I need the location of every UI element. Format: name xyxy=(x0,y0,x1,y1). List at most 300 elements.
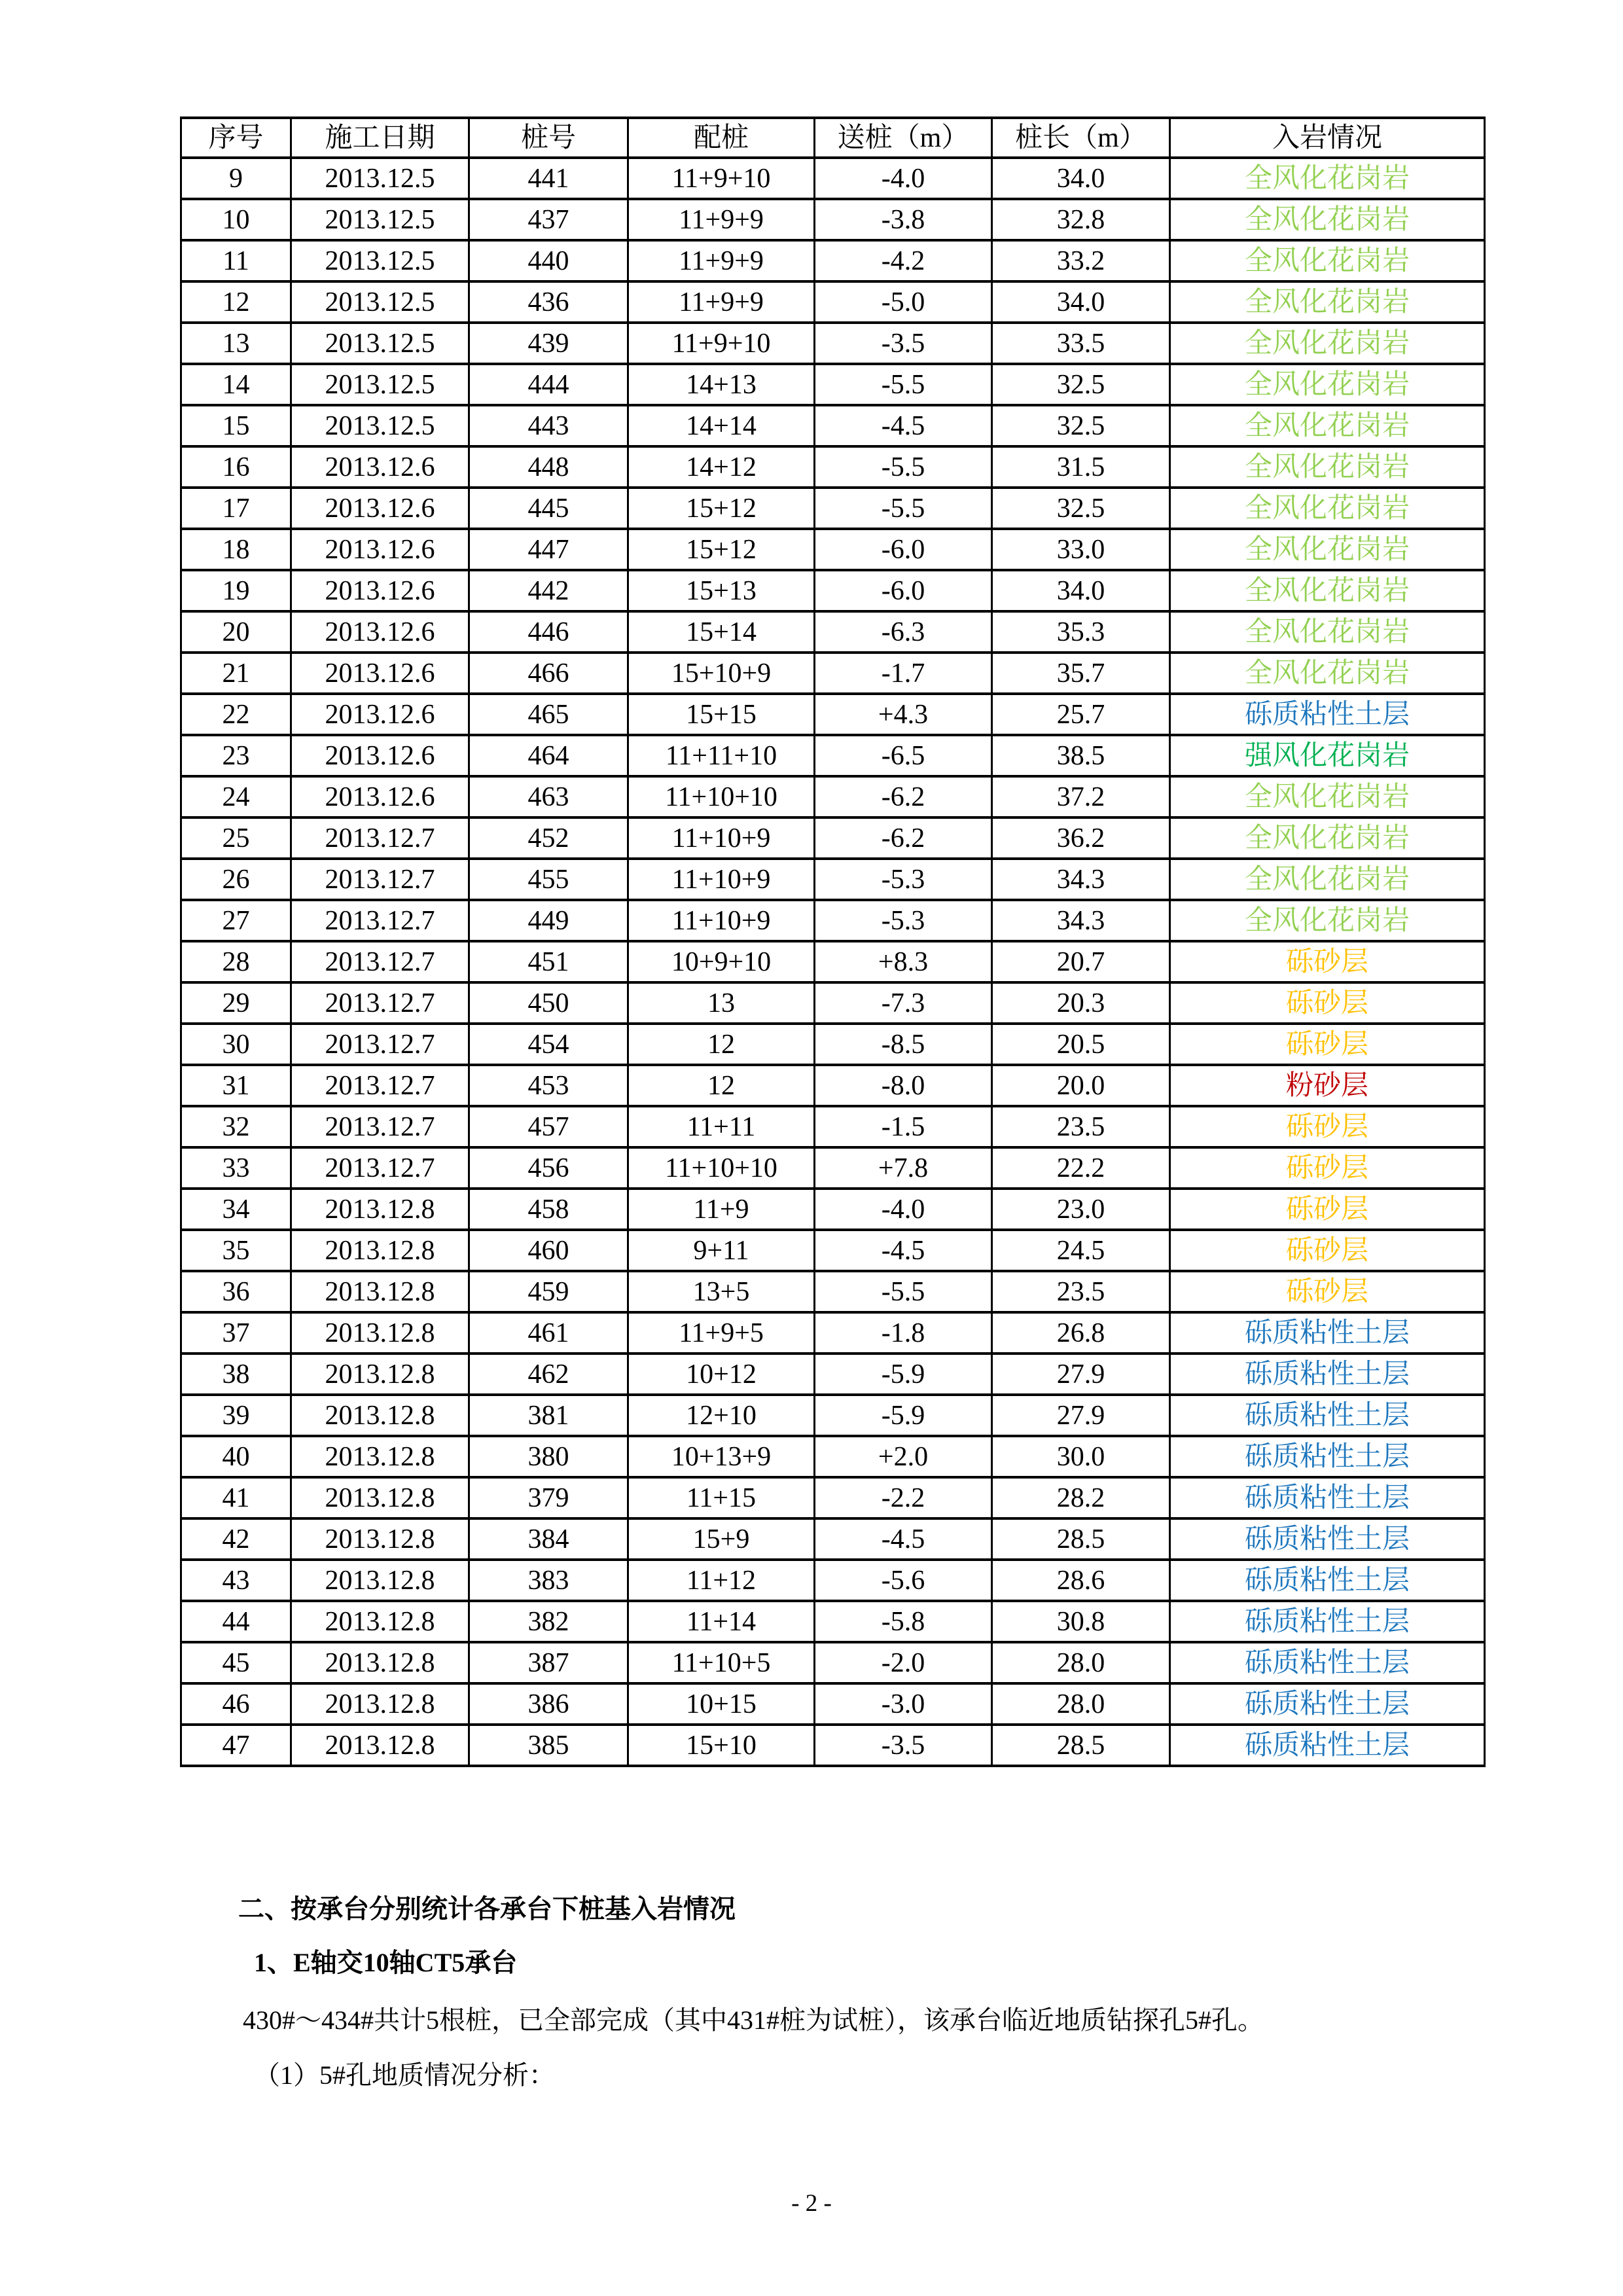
cell-serial: 15 xyxy=(181,405,291,446)
cell-length: 20.5 xyxy=(992,1024,1170,1065)
cell-pile-no: 460 xyxy=(469,1230,628,1271)
table-row xyxy=(181,1189,1485,1230)
cell-serial: 29 xyxy=(181,982,291,1024)
cell-send-depth: -6.2 xyxy=(815,817,992,859)
cell-config: 10+15 xyxy=(628,1683,815,1725)
cell-length: 27.9 xyxy=(992,1354,1170,1395)
cell-config: 11+9+9 xyxy=(628,199,815,240)
table-row xyxy=(181,281,1485,323)
cell-length: 36.2 xyxy=(992,817,1170,859)
cell-send-depth: -5.5 xyxy=(815,488,992,529)
cell-send-depth: -4.5 xyxy=(815,405,992,446)
table-row xyxy=(181,941,1485,982)
cell-length: 34.0 xyxy=(992,570,1170,611)
cell-send-depth: -7.3 xyxy=(815,982,992,1024)
cell-config: 11+9+10 xyxy=(628,323,815,364)
cell-length: 30.0 xyxy=(992,1436,1170,1477)
pile-table-body xyxy=(181,158,1485,1766)
table-row xyxy=(181,1354,1485,1395)
cell-date: 2013.12.8 xyxy=(291,1518,469,1560)
cell-length: 20.0 xyxy=(992,1065,1170,1106)
cell-date: 2013.12.8 xyxy=(291,1395,469,1436)
cell-pile-no: 454 xyxy=(469,1024,628,1065)
cell-pile-no: 466 xyxy=(469,653,628,694)
cell-send-depth: -4.5 xyxy=(815,1518,992,1560)
cell-length: 27.9 xyxy=(992,1395,1170,1436)
cell-pile-no: 462 xyxy=(469,1354,628,1395)
cell-serial: 30 xyxy=(181,1024,291,1065)
table-row xyxy=(181,1024,1485,1065)
cell-config: 11+12 xyxy=(628,1560,815,1601)
cell-config: 15+9 xyxy=(628,1518,815,1560)
cell-serial: 25 xyxy=(181,817,291,859)
cell-config: 11+9+9 xyxy=(628,240,815,281)
cell-config: 11+10+9 xyxy=(628,817,815,859)
cell-serial: 45 xyxy=(181,1642,291,1683)
cell-pile-no: 445 xyxy=(469,488,628,529)
cell-send-depth: -5.9 xyxy=(815,1395,992,1436)
cell-serial: 31 xyxy=(181,1065,291,1106)
cell-config: 11+11+10 xyxy=(628,735,815,776)
cell-pile-no: 461 xyxy=(469,1312,628,1354)
table-row xyxy=(181,1518,1485,1560)
table-row xyxy=(181,859,1485,900)
cell-config: 11+10+9 xyxy=(628,859,815,900)
table-row xyxy=(181,1147,1485,1189)
cell-date: 2013.12.8 xyxy=(291,1354,469,1395)
cell-pile-no: 440 xyxy=(469,240,628,281)
col-header-serial: 序号 xyxy=(181,118,291,158)
cell-send-depth: -4.5 xyxy=(815,1230,992,1271)
cell-serial: 43 xyxy=(181,1560,291,1601)
cell-config: 11+9 xyxy=(628,1189,815,1230)
cell-date: 2013.12.6 xyxy=(291,611,469,653)
cell-config: 15+13 xyxy=(628,570,815,611)
cell-pile-no: 380 xyxy=(469,1436,628,1477)
cell-send-depth: -4.2 xyxy=(815,240,992,281)
cell-rock-status: 砾质粘性土层 xyxy=(1170,1518,1485,1560)
cell-serial: 20 xyxy=(181,611,291,653)
cell-serial: 12 xyxy=(181,281,291,323)
col-header-send-depth: 送桩（m） xyxy=(815,118,992,158)
cell-length: 28.0 xyxy=(992,1642,1170,1683)
cell-config: 11+9+9 xyxy=(628,281,815,323)
cell-date: 2013.12.8 xyxy=(291,1189,469,1230)
cell-length: 33.2 xyxy=(992,240,1170,281)
cell-length: 32.5 xyxy=(992,364,1170,405)
cell-rock-status: 砾砂层 xyxy=(1170,1189,1485,1230)
cell-send-depth: -6.3 xyxy=(815,611,992,653)
cell-pile-no: 459 xyxy=(469,1271,628,1312)
cell-config: 11+10+5 xyxy=(628,1642,815,1683)
cell-length: 22.2 xyxy=(992,1147,1170,1189)
cell-date: 2013.12.8 xyxy=(291,1312,469,1354)
cell-pile-no: 449 xyxy=(469,900,628,941)
cell-send-depth: -5.5 xyxy=(815,364,992,405)
cell-send-depth: -1.7 xyxy=(815,653,992,694)
cell-config: 14+13 xyxy=(628,364,815,405)
cell-serial: 26 xyxy=(181,859,291,900)
cell-rock-status: 砾砂层 xyxy=(1170,1230,1485,1271)
cell-date: 2013.12.5 xyxy=(291,199,469,240)
cell-config: 13+5 xyxy=(628,1271,815,1312)
cell-date: 2013.12.6 xyxy=(291,694,469,735)
cell-rock-status: 全风化花岗岩 xyxy=(1170,900,1485,941)
cell-rock-status: 粉砂层 xyxy=(1170,1065,1485,1106)
cell-serial: 40 xyxy=(181,1436,291,1477)
cell-length: 28.2 xyxy=(992,1477,1170,1518)
col-header-date: 施工日期 xyxy=(291,118,469,158)
table-row xyxy=(181,364,1485,405)
cell-serial: 34 xyxy=(181,1189,291,1230)
cell-rock-status: 砾质粘性土层 xyxy=(1170,694,1485,735)
cell-config: 12 xyxy=(628,1065,815,1106)
cell-date: 2013.12.8 xyxy=(291,1683,469,1725)
cell-length: 32.5 xyxy=(992,488,1170,529)
cell-date: 2013.12.7 xyxy=(291,859,469,900)
cell-date: 2013.12.5 xyxy=(291,281,469,323)
cell-length: 20.7 xyxy=(992,941,1170,982)
cell-rock-status: 全风化花岗岩 xyxy=(1170,859,1485,900)
cell-pile-no: 443 xyxy=(469,405,628,446)
cell-config: 11+10+9 xyxy=(628,900,815,941)
cell-pile-no: 450 xyxy=(469,982,628,1024)
cell-config: 10+9+10 xyxy=(628,941,815,982)
cell-serial: 14 xyxy=(181,364,291,405)
table-row xyxy=(181,446,1485,488)
cell-date: 2013.12.8 xyxy=(291,1642,469,1683)
cell-send-depth: -4.0 xyxy=(815,1189,992,1230)
table-row xyxy=(181,817,1485,859)
cell-pile-no: 448 xyxy=(469,446,628,488)
cell-config: 11+11 xyxy=(628,1106,815,1147)
cell-date: 2013.12.5 xyxy=(291,158,469,199)
cell-send-depth: -8.5 xyxy=(815,1024,992,1065)
cell-serial: 27 xyxy=(181,900,291,941)
cell-date: 2013.12.7 xyxy=(291,817,469,859)
cell-pile-no: 436 xyxy=(469,281,628,323)
cell-date: 2013.12.6 xyxy=(291,653,469,694)
cell-pile-no: 437 xyxy=(469,199,628,240)
cell-pile-no: 447 xyxy=(469,529,628,570)
cell-length: 30.8 xyxy=(992,1601,1170,1642)
cell-serial: 41 xyxy=(181,1477,291,1518)
cell-rock-status: 砾质粘性土层 xyxy=(1170,1436,1485,1477)
page-number: - 2 - xyxy=(791,2190,832,2217)
cell-length: 32.5 xyxy=(992,405,1170,446)
cell-rock-status: 砾砂层 xyxy=(1170,1147,1485,1189)
cell-length: 31.5 xyxy=(992,446,1170,488)
cell-length: 28.5 xyxy=(992,1518,1170,1560)
cell-serial: 9 xyxy=(181,158,291,199)
table-row xyxy=(181,323,1485,364)
cell-pile-no: 381 xyxy=(469,1395,628,1436)
cell-send-depth: -5.6 xyxy=(815,1560,992,1601)
cell-config: 15+12 xyxy=(628,488,815,529)
cell-send-depth: -1.5 xyxy=(815,1106,992,1147)
cell-rock-status: 砾质粘性土层 xyxy=(1170,1642,1485,1683)
cell-date: 2013.12.5 xyxy=(291,240,469,281)
cell-date: 2013.12.5 xyxy=(291,364,469,405)
table-row xyxy=(181,1271,1485,1312)
table-row xyxy=(181,900,1485,941)
cell-date: 2013.12.7 xyxy=(291,941,469,982)
table-row xyxy=(181,1642,1485,1683)
cell-length: 35.7 xyxy=(992,653,1170,694)
cell-date: 2013.12.7 xyxy=(291,900,469,941)
cell-length: 34.0 xyxy=(992,158,1170,199)
col-header-length: 桩长（m） xyxy=(992,118,1170,158)
cell-date: 2013.12.8 xyxy=(291,1271,469,1312)
table-row xyxy=(181,1230,1485,1271)
cell-serial: 28 xyxy=(181,941,291,982)
cell-length: 34.3 xyxy=(992,859,1170,900)
cell-length: 34.3 xyxy=(992,900,1170,941)
cell-pile-no: 463 xyxy=(469,776,628,817)
cell-pile-no: 455 xyxy=(469,859,628,900)
table-row xyxy=(181,1725,1485,1766)
cell-serial: 46 xyxy=(181,1683,291,1725)
cell-send-depth: -1.8 xyxy=(815,1312,992,1354)
cell-length: 23.5 xyxy=(992,1106,1170,1147)
table-row xyxy=(181,982,1485,1024)
cell-rock-status: 强风化花岗岩 xyxy=(1170,735,1485,776)
table-row xyxy=(181,1395,1485,1436)
cell-rock-status: 砾质粘性土层 xyxy=(1170,1477,1485,1518)
cell-date: 2013.12.8 xyxy=(291,1230,469,1271)
cell-pile-no: 444 xyxy=(469,364,628,405)
cell-date: 2013.12.5 xyxy=(291,405,469,446)
cell-rock-status: 砾质粘性土层 xyxy=(1170,1395,1485,1436)
cell-serial: 10 xyxy=(181,199,291,240)
table-row xyxy=(181,158,1485,199)
cell-send-depth: -6.5 xyxy=(815,735,992,776)
table-row xyxy=(181,1560,1485,1601)
cell-send-depth: -6.2 xyxy=(815,776,992,817)
cell-date: 2013.12.7 xyxy=(291,982,469,1024)
cell-length: 20.3 xyxy=(992,982,1170,1024)
cell-send-depth: +8.3 xyxy=(815,941,992,982)
cell-send-depth: -5.0 xyxy=(815,281,992,323)
cell-length: 32.8 xyxy=(992,199,1170,240)
cell-date: 2013.12.8 xyxy=(291,1436,469,1477)
cell-serial: 23 xyxy=(181,735,291,776)
cell-date: 2013.12.6 xyxy=(291,776,469,817)
cell-serial: 22 xyxy=(181,694,291,735)
cell-date: 2013.12.6 xyxy=(291,446,469,488)
cell-serial: 37 xyxy=(181,1312,291,1354)
cell-date: 2013.12.6 xyxy=(291,488,469,529)
table-row xyxy=(181,240,1485,281)
cell-length: 26.8 xyxy=(992,1312,1170,1354)
cell-rock-status: 砾砂层 xyxy=(1170,941,1485,982)
cell-rock-status: 全风化花岗岩 xyxy=(1170,653,1485,694)
cell-length: 28.0 xyxy=(992,1683,1170,1725)
cell-length: 38.5 xyxy=(992,735,1170,776)
cell-config: 15+14 xyxy=(628,611,815,653)
cell-send-depth: -3.8 xyxy=(815,199,992,240)
cell-rock-status: 全风化花岗岩 xyxy=(1170,488,1485,529)
cell-rock-status: 砾质粘性土层 xyxy=(1170,1725,1485,1766)
cell-send-depth: -5.9 xyxy=(815,1354,992,1395)
table-row xyxy=(181,488,1485,529)
cell-serial: 17 xyxy=(181,488,291,529)
cell-rock-status: 砾砂层 xyxy=(1170,1271,1485,1312)
col-header-config: 配桩 xyxy=(628,118,815,158)
cell-config: 15+10 xyxy=(628,1725,815,1766)
cell-length: 33.0 xyxy=(992,529,1170,570)
cell-date: 2013.12.7 xyxy=(291,1147,469,1189)
cell-length: 37.2 xyxy=(992,776,1170,817)
cell-length: 33.5 xyxy=(992,323,1170,364)
cell-config: 15+10+9 xyxy=(628,653,815,694)
cell-length: 28.6 xyxy=(992,1560,1170,1601)
cell-send-depth: -4.0 xyxy=(815,158,992,199)
cell-serial: 39 xyxy=(181,1395,291,1436)
cell-serial: 44 xyxy=(181,1601,291,1642)
cell-date: 2013.12.5 xyxy=(291,323,469,364)
cell-rock-status: 砾砂层 xyxy=(1170,1024,1485,1065)
cell-config: 14+12 xyxy=(628,446,815,488)
cell-pile-no: 457 xyxy=(469,1106,628,1147)
cell-date: 2013.12.8 xyxy=(291,1477,469,1518)
cell-send-depth: -3.5 xyxy=(815,1725,992,1766)
cell-rock-status: 全风化花岗岩 xyxy=(1170,776,1485,817)
cell-pile-no: 387 xyxy=(469,1642,628,1683)
cell-pile-no: 446 xyxy=(469,611,628,653)
pile-table-header xyxy=(181,118,1485,158)
cell-date: 2013.12.6 xyxy=(291,570,469,611)
cell-pile-no: 465 xyxy=(469,694,628,735)
cell-rock-status: 全风化花岗岩 xyxy=(1170,611,1485,653)
cell-config: 12 xyxy=(628,1024,815,1065)
cell-rock-status: 全风化花岗岩 xyxy=(1170,570,1485,611)
table-row xyxy=(181,199,1485,240)
cell-length: 24.5 xyxy=(992,1230,1170,1271)
col-header-pile-no: 桩号 xyxy=(469,118,628,158)
table-row xyxy=(181,1106,1485,1147)
cell-config: 11+10+10 xyxy=(628,776,815,817)
section-heading-2: 二、按承台分别统计各承台下桩基入岩情况 xyxy=(238,1894,736,1924)
cell-serial: 16 xyxy=(181,446,291,488)
cell-rock-status: 全风化花岗岩 xyxy=(1170,529,1485,570)
cell-pile-no: 442 xyxy=(469,570,628,611)
cell-pile-no: 464 xyxy=(469,735,628,776)
cell-serial: 32 xyxy=(181,1106,291,1147)
cell-config: 9+11 xyxy=(628,1230,815,1271)
cell-pile-no: 456 xyxy=(469,1147,628,1189)
cell-send-depth: -3.0 xyxy=(815,1683,992,1725)
cell-config: 15+12 xyxy=(628,529,815,570)
cell-send-depth: +7.8 xyxy=(815,1147,992,1189)
cell-pile-no: 379 xyxy=(469,1477,628,1518)
cell-config: 14+14 xyxy=(628,405,815,446)
cell-send-depth: +4.3 xyxy=(815,694,992,735)
table-row xyxy=(181,653,1485,694)
cell-send-depth: -8.0 xyxy=(815,1065,992,1106)
cell-serial: 13 xyxy=(181,323,291,364)
cell-rock-status: 全风化花岗岩 xyxy=(1170,158,1485,199)
cell-rock-status: 全风化花岗岩 xyxy=(1170,240,1485,281)
header-row xyxy=(181,118,1485,158)
cell-config: 10+13+9 xyxy=(628,1436,815,1477)
cell-date: 2013.12.6 xyxy=(291,529,469,570)
analysis-label: （1）5#孔地质情况分析： xyxy=(254,2060,555,2090)
body-paragraph: 430#～434#共计5根桩，已全部完成（其中431#桩为试桩），该承台临近地质钻探孔5#孔。 xyxy=(243,2005,1264,2035)
cell-serial: 47 xyxy=(181,1725,291,1766)
cell-length: 25.7 xyxy=(992,694,1170,735)
cell-pile-no: 439 xyxy=(469,323,628,364)
cell-send-depth: -5.3 xyxy=(815,859,992,900)
cell-serial: 21 xyxy=(181,653,291,694)
cell-pile-no: 441 xyxy=(469,158,628,199)
table-row xyxy=(181,1312,1485,1354)
cell-length: 35.3 xyxy=(992,611,1170,653)
cell-rock-status: 砾质粘性土层 xyxy=(1170,1354,1485,1395)
cell-send-depth: +2.0 xyxy=(815,1436,992,1477)
cell-date: 2013.12.8 xyxy=(291,1725,469,1766)
cell-date: 2013.12.7 xyxy=(291,1106,469,1147)
pile-record-table xyxy=(180,117,1486,1767)
cell-send-depth: -2.2 xyxy=(815,1477,992,1518)
table-row xyxy=(181,1436,1485,1477)
cell-rock-status: 砾砂层 xyxy=(1170,982,1485,1024)
cell-send-depth: -2.0 xyxy=(815,1642,992,1683)
cell-length: 23.5 xyxy=(992,1271,1170,1312)
cell-rock-status: 全风化花岗岩 xyxy=(1170,199,1485,240)
table-row xyxy=(181,570,1485,611)
cell-pile-no: 386 xyxy=(469,1683,628,1725)
cell-rock-status: 全风化花岗岩 xyxy=(1170,364,1485,405)
cell-config: 12+10 xyxy=(628,1395,815,1436)
cell-length: 28.5 xyxy=(992,1725,1170,1766)
cell-length: 23.0 xyxy=(992,1189,1170,1230)
cell-pile-no: 451 xyxy=(469,941,628,982)
cell-rock-status: 砾质粘性土层 xyxy=(1170,1601,1485,1642)
table-row xyxy=(181,405,1485,446)
cell-serial: 33 xyxy=(181,1147,291,1189)
cell-config: 11+14 xyxy=(628,1601,815,1642)
cell-pile-no: 452 xyxy=(469,817,628,859)
cell-serial: 19 xyxy=(181,570,291,611)
cell-send-depth: -3.5 xyxy=(815,323,992,364)
cell-rock-status: 砾质粘性土层 xyxy=(1170,1560,1485,1601)
cell-pile-no: 383 xyxy=(469,1560,628,1601)
cell-send-depth: -6.0 xyxy=(815,570,992,611)
cell-config: 11+9+5 xyxy=(628,1312,815,1354)
cell-rock-status: 砾砂层 xyxy=(1170,1106,1485,1147)
cell-date: 2013.12.7 xyxy=(291,1065,469,1106)
cell-pile-no: 385 xyxy=(469,1725,628,1766)
cell-send-depth: -5.5 xyxy=(815,1271,992,1312)
cell-serial: 24 xyxy=(181,776,291,817)
table-row xyxy=(181,1477,1485,1518)
table-row xyxy=(181,529,1485,570)
cell-date: 2013.12.8 xyxy=(291,1560,469,1601)
cell-serial: 18 xyxy=(181,529,291,570)
cell-config: 10+12 xyxy=(628,1354,815,1395)
cell-rock-status: 砾质粘性土层 xyxy=(1170,1683,1485,1725)
cell-send-depth: -5.3 xyxy=(815,900,992,941)
table-row xyxy=(181,1065,1485,1106)
cell-send-depth: -6.0 xyxy=(815,529,992,570)
table-row xyxy=(181,1601,1485,1642)
cell-pile-no: 453 xyxy=(469,1065,628,1106)
cell-serial: 35 xyxy=(181,1230,291,1271)
col-header-rock: 入岩情况 xyxy=(1170,118,1485,158)
cell-config: 11+15 xyxy=(628,1477,815,1518)
cell-send-depth: -5.5 xyxy=(815,446,992,488)
